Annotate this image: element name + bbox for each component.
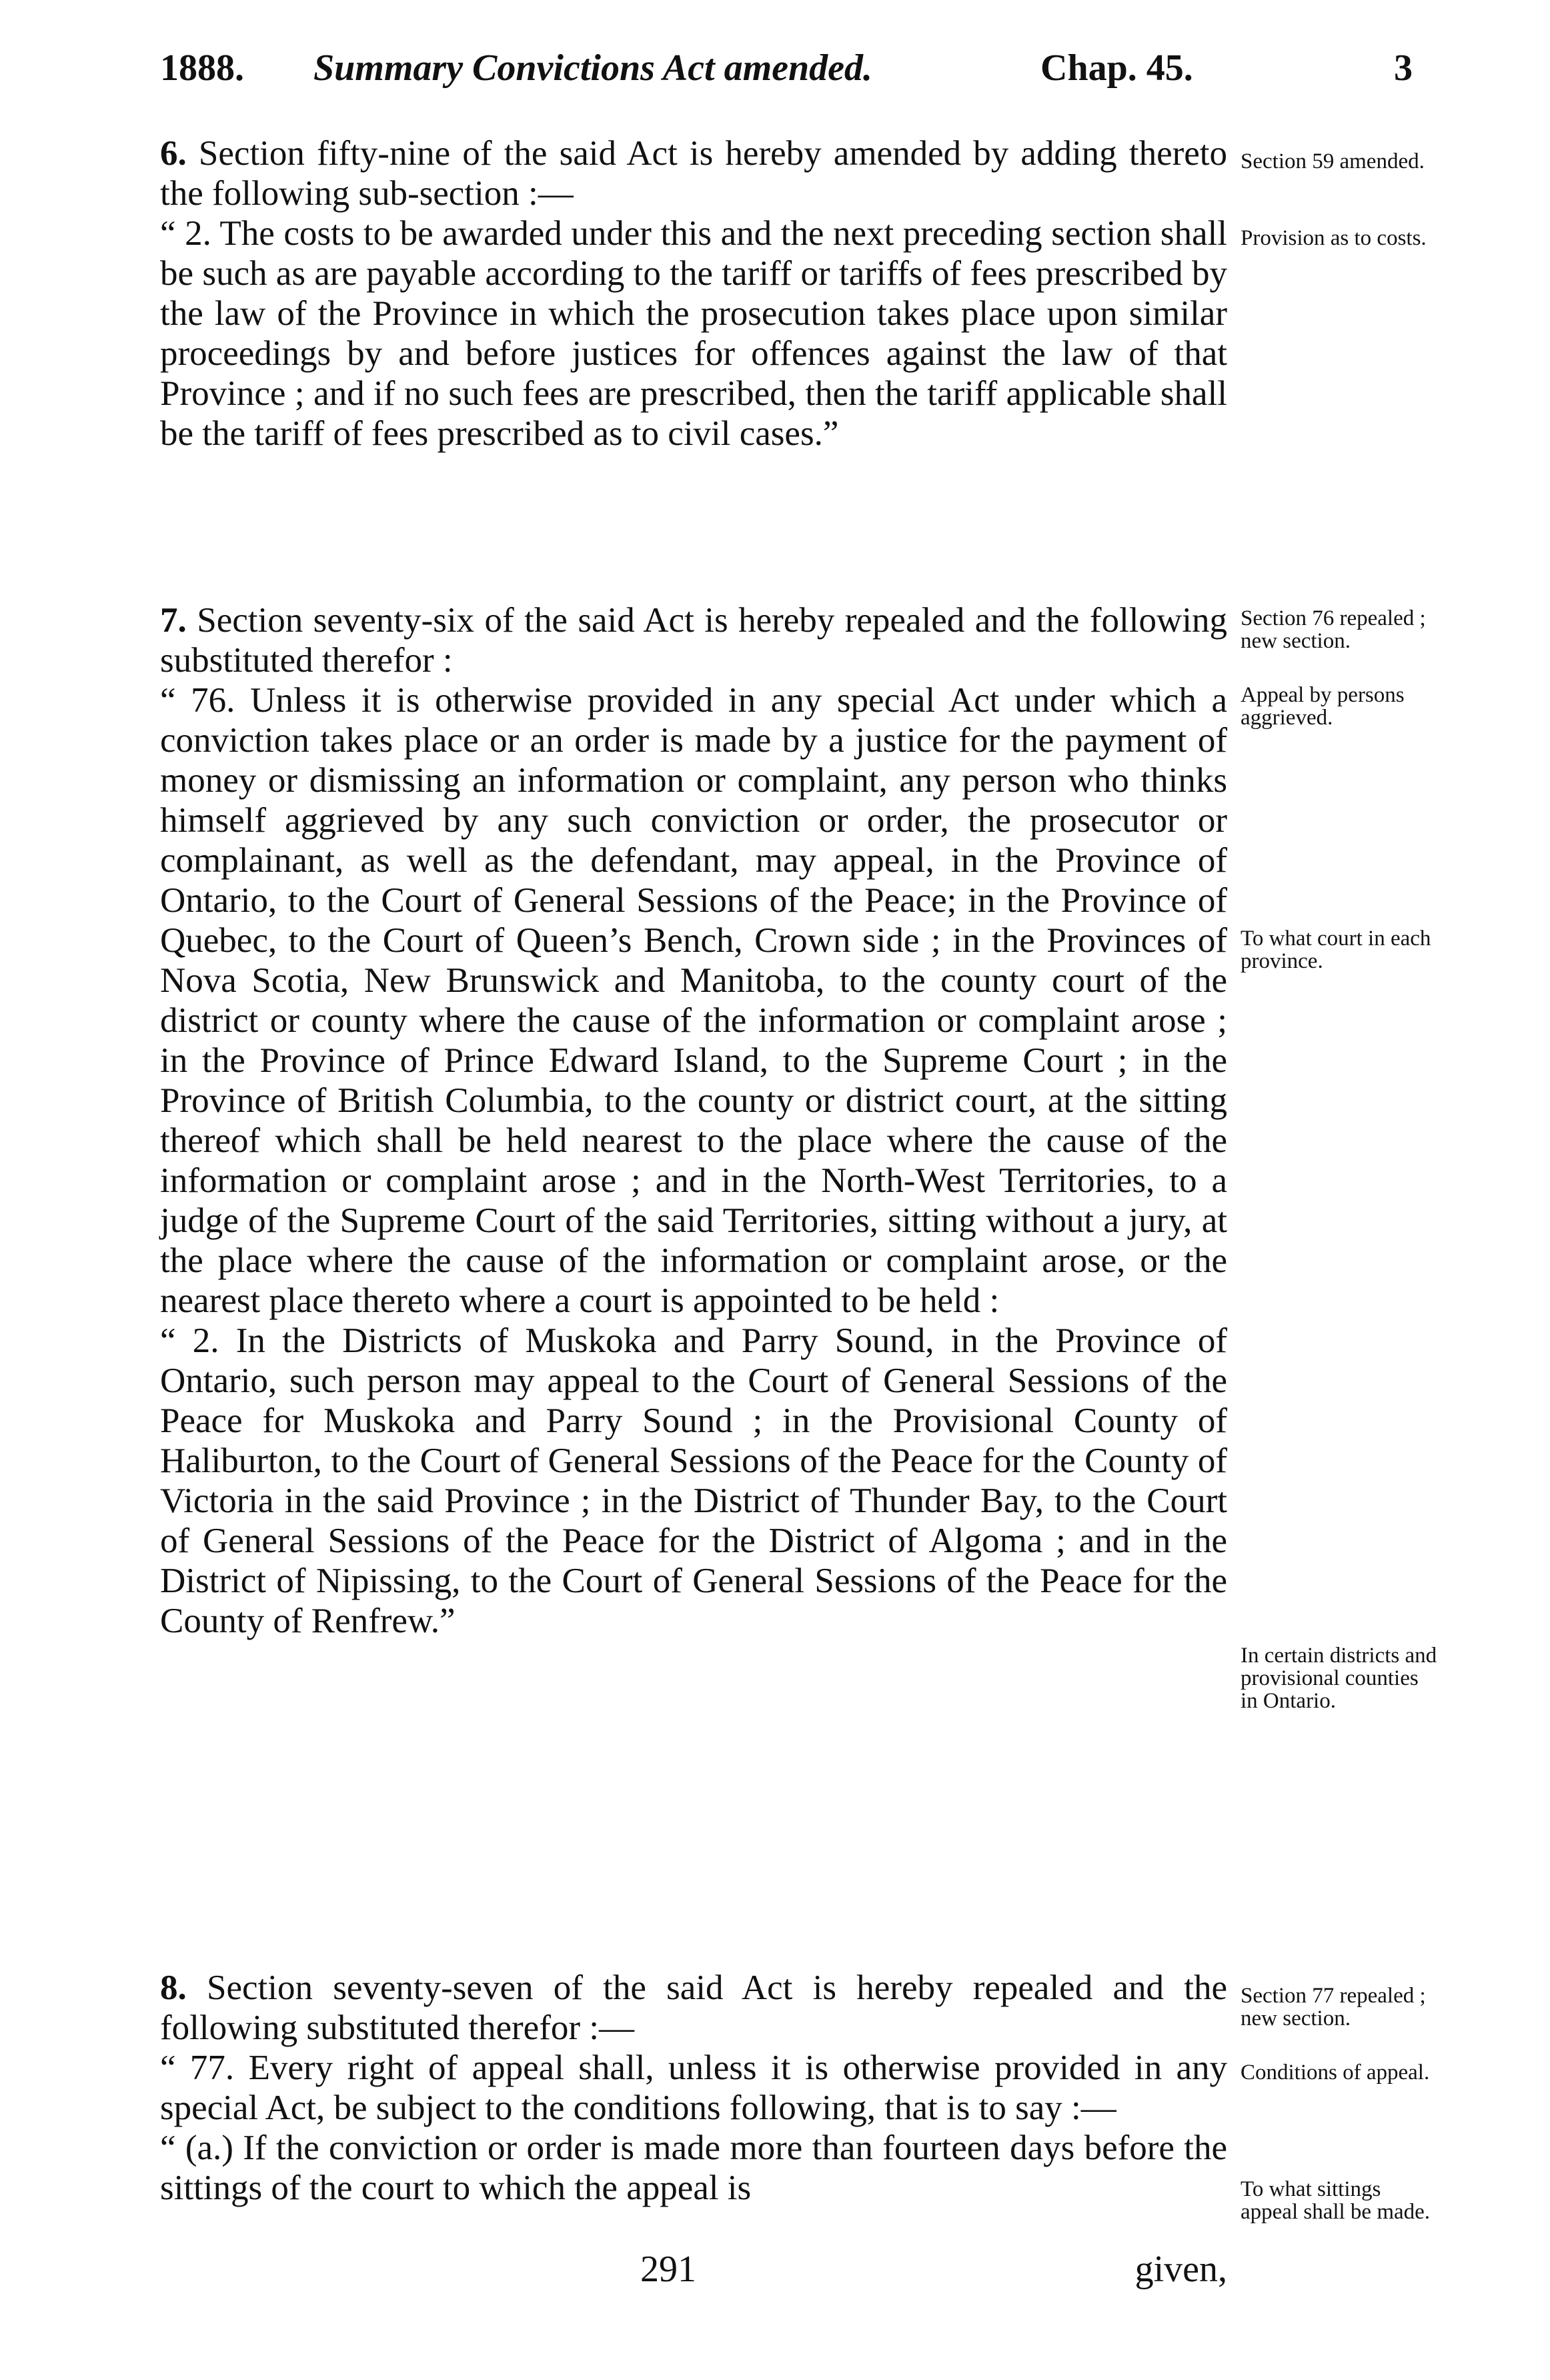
section-7-para-3: “ 2. In the Districts of Muskoka and Parry Sound, in the Province of Ontario, such person may appeal to the Court of General Sessions of the Peace for Muskoka and Parry Sound ; in the Provisional County of Haliburton, to the Court of General Sessions of the Peace for the County of Victoria in the said Province ; in the District of Thunder Bay, to the Court of General Sessions of the Peace for the District of Algoma ; and in the District of Nipissing, to the Court of General Sessions of the Peace for the County of Renfrew.”: [160, 1321, 1227, 1640]
header-title: Summary Convictions Act amended.: [313, 47, 872, 89]
section-7: [160, 600, 1227, 1641]
side-note: Conditions of appeal.: [1241, 2060, 1430, 2085]
section-8: [160, 1968, 1227, 2208]
running-header: [160, 47, 1441, 107]
catchword: given,: [1134, 2249, 1227, 2290]
section-7-para-2: “ 76. Unless it is otherwise provided in any special Act under which a conviction takes place or an order is made by a justice for the payment of money or dismissing an information or complaint, any person who thinks himself aggrieved by any such conviction or order, the prosecutor or complainant, as well as the defendant, may appeal, in the Province of Ontario, to the Court of General Sessions of the Peace; in the Province of Quebec, to the Court of Queen’s Bench, Crown side ; in the Provinces of Nova Scotia, New Brunswick and Manitoba, to the county court of the district or county where the cause of the information or complaint arose ; in the Province of Prince Edward Island, to the Supreme Court ; in the Province of British Columbia, to the county or district court, at the sitting thereof which shall be held nearest to the place where the cause of the information or complaint arose ; and in the North-West Territories, to a judge of the Supreme Court of the said Territories, sitting without a jury, at the place where the cause of the information or complaint arose, or the nearest place thereto where a court is appointed to be held :: [160, 681, 1227, 1320]
section-6: [160, 133, 1227, 454]
side-note: To what court in each province.: [1241, 927, 1431, 973]
side-note: Section 59 amended.: [1241, 149, 1425, 173]
section-number: 6.: [160, 134, 187, 173]
side-note: To what sittings appeal shall be made.: [1241, 2177, 1431, 2224]
side-note: Section 76 repealed ; new section.: [1241, 606, 1426, 653]
header-chapter: Chap. 45.: [1040, 47, 1193, 89]
section-6-para-2: “ 2. The costs to be awarded under this and the next preceding section shall be such as are payable according to the tariff or tariffs of fees prescribed by the law of the Province in which the prosecution takes place upon similar proceedings by and before justices for offences against the law of that Province ; and if no such fees are prescribed, then the tariff applicable shall be the tariff of fees prescribed as to civil cases.”: [160, 214, 1227, 453]
section-8-para-2: “ 77. Every right of appeal shall, unless it is otherwise provided in any special Act, be subject to the conditions following, that is to say :—: [160, 2048, 1227, 2127]
header-page-number: 3: [1394, 47, 1413, 89]
page-footer: [160, 2248, 1227, 2295]
side-note: Section 77 repealed ; new section.: [1241, 1984, 1426, 2030]
side-note: Appeal by persons aggrieved.: [1241, 683, 1405, 730]
section-7-para-1: 7. Section seventy-six of the said Act is hereby repealed and the following substituted therefor :: [160, 601, 1227, 680]
section-8-para-3: “ (a.) If the conviction or order is made more than fourteen days before the sittings of the court to which the appeal is: [160, 2129, 1227, 2207]
section-number: 7.: [160, 601, 187, 640]
folio-number: 291: [640, 2249, 696, 2290]
section-number: 8.: [160, 1968, 187, 2007]
side-note: In certain districts and provisional counties in Ontario.: [1241, 1644, 1437, 1713]
section-6-para-1: 6. Section fifty-nine of the said Act is hereby amended by adding thereto the following sub-section :—: [160, 134, 1227, 213]
section-8-para-1: 8. Section seventy-seven of the said Act is hereby repealed and the following substituted therefor :—: [160, 1968, 1228, 2047]
side-note: Provision as to costs.: [1241, 226, 1427, 250]
header-year: 1888.: [160, 47, 244, 89]
